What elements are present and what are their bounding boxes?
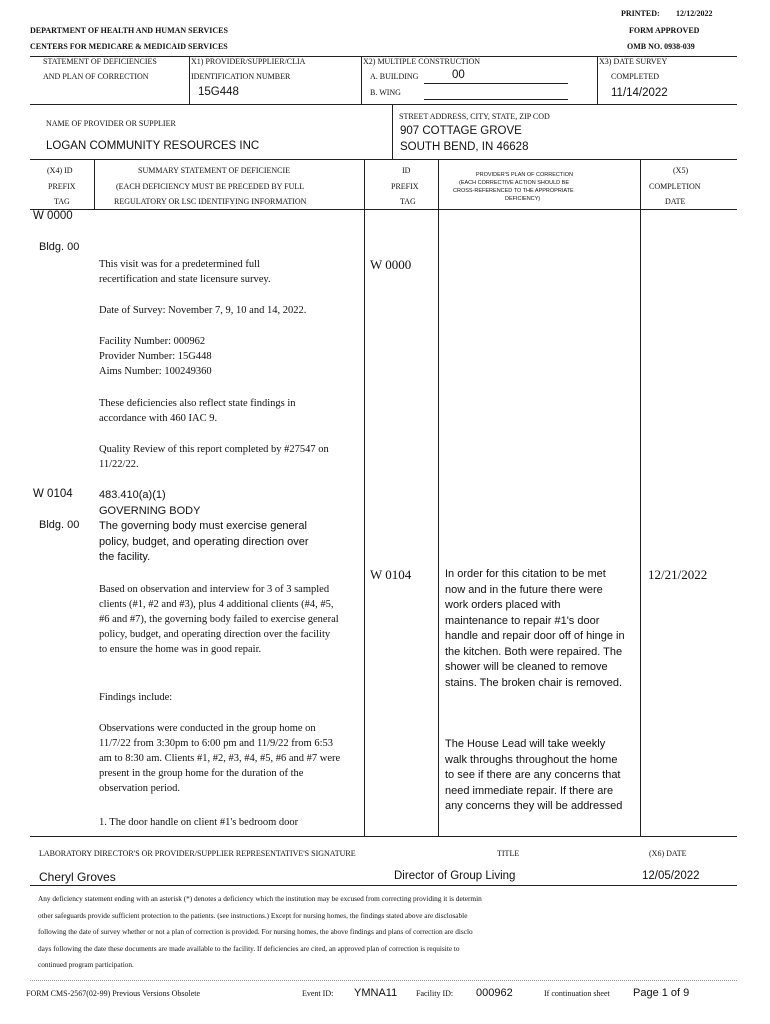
plan-label-4: DEFICIENCY): [505, 196, 541, 202]
body-div-b: [364, 210, 365, 836]
aims-number: Aims Number: 100249360: [99, 366, 212, 377]
x3-label-2: COMPLETED: [611, 72, 659, 81]
finding-p6: Based on observation and interview for 3 of 3 sampled clients (#1, #2 and #3), plus 4 additional clients (#4, #5, #6 and #7), the governing body failed to exercise general policy, budget, and operating direction over the facility to ensure the home was in good repair.: [99, 584, 339, 655]
completion-date: 12/21/2022: [648, 567, 708, 582]
provider-id-value: 15G448: [198, 86, 239, 98]
finding-p9: 1. The door handle on client #1's bedroom door: [99, 817, 299, 828]
x4-label-1: (X4) ID: [47, 166, 73, 175]
address-line-1: 907 COTTAGE GROVE: [400, 125, 522, 137]
id-label-2: PREFIX: [391, 182, 419, 191]
event-id-value: YMNA11: [354, 987, 398, 999]
disclaimer-line-5: continued program participation.: [38, 960, 134, 969]
facility-id-label: Facility ID:: [416, 989, 454, 998]
box1-divider-3: [597, 56, 598, 104]
box1-divider-1: [189, 56, 190, 104]
signer-title: Director of Group Living: [394, 870, 516, 882]
x5-label-1: (X5): [673, 166, 689, 175]
printed-date: 12/12/2022: [676, 9, 713, 18]
column-header-bottom: [30, 209, 737, 210]
x5-label-2: COMPLETION: [649, 182, 701, 191]
facility-number: Facility Number: 000962: [99, 336, 206, 347]
finding-intro: [99, 257, 354, 287]
summary-label-2: (EACH DEFICIENCY MUST BE PRECEDED BY FULL: [116, 182, 305, 191]
finding-p5: Quality Review of this report completed by #27547 on 11/22/22.: [99, 444, 329, 470]
findings-include: Findings include:: [99, 692, 173, 703]
provider-bottom-border: [30, 159, 737, 160]
finding-p2: Date of Survey: November 7, 9, 10 and 14, 2022.: [99, 305, 307, 316]
bldg-label-1: Bldg. 00: [39, 241, 80, 253]
x3-label-1: X3) DATE SURVEY: [599, 57, 668, 66]
survey-date-value: 11/14/2022: [611, 87, 668, 99]
printed-label: PRINTED:: [621, 9, 660, 18]
statement-label-2: AND PLAN OF CORRECTION: [43, 72, 149, 81]
disclaimer-line-2: other safeguards provide sufficient protection to the patients. (see instructions.) Except for nursing homes, the findings stated above are disclosable: [38, 911, 468, 920]
col-div-c: [438, 159, 439, 210]
id-label-3: TAG: [400, 197, 416, 206]
address-line-2: SOUTH BEND, IN 46628: [400, 141, 529, 153]
footer-separator: [30, 980, 737, 981]
disclaimer-line-4: days following the date these documents are made available to the facility. If deficiencies are cited, an approved plan of correction is requisite to: [38, 944, 460, 953]
summary-label-3: REGULATORY OR LSC IDENTIFYING INFORMATION: [114, 197, 307, 206]
provider-name-value: LOGAN COMMUNITY RESOURCES INC: [46, 140, 260, 152]
regulation-title: GOVERNING BODY: [99, 505, 201, 517]
address-label: STREET ADDRESS, CITY, STATE, ZIP COD: [399, 112, 550, 121]
tag-w0104-right: W 0104: [370, 567, 412, 582]
wing-underline: [424, 99, 568, 100]
col-div-a: [94, 159, 95, 210]
provider-divider: [392, 104, 393, 159]
x1-label-1: X1) PROVIDER/SUPPLIER/CLIA: [191, 57, 306, 66]
facility-id-value: 000962: [476, 987, 513, 999]
id-label-1: ID: [402, 166, 411, 175]
body-div-d: [640, 210, 641, 836]
disclaimer-line-1: Any deficiency statement ending with an asterisk (*) denotes a deficiency which the institution may be excused from correcting providing it is determin: [38, 894, 482, 903]
plan-label-2: (EACH CORRECTIVE ACTION SHOULD BE: [459, 180, 570, 186]
title-label: TITLE: [497, 849, 520, 858]
x5-label-3: DATE: [665, 197, 686, 206]
x2-label: X2) MULTIPLE CONSTRUCTION: [363, 57, 481, 66]
form-identifier: FORM CMS-2567(02-99) Previous Versions Obsolete: [26, 989, 201, 998]
event-id-label: Event ID:: [302, 989, 334, 998]
signer-name: Cheryl Groves: [39, 870, 116, 884]
x1-label-2: IDENTIFICATION NUMBER: [191, 72, 291, 81]
regulation-number: 483.410(a)(1): [99, 489, 166, 501]
finding-p4: These deficiencies also reflect state findings in accordance with 460 IAC 9.: [99, 398, 296, 424]
box1-bottom-border: [30, 104, 737, 105]
col-div-b: [364, 159, 365, 210]
plan-label-1: PROVIDER'S PLAN OF CORRECTION: [476, 172, 574, 178]
box1-divider-2: [361, 56, 362, 104]
department-name: DEPARTMENT OF HEALTH AND HUMAN SERVICES: [30, 26, 228, 35]
x4-label-2: PREFIX: [48, 182, 76, 191]
plan-of-correction-1: In order for this citation to be met now and in the future there were work orders placed with maintenance to repair #1's door handle and repair door off of hinge in the kitchen. Both were repaired. The shower will be cleaned to remove stains. The broken chair is removed.: [445, 568, 625, 689]
building-label: A. BUILDING: [370, 72, 419, 81]
form-approved: FORM APPROVED: [629, 26, 700, 35]
omb-number: OMB NO. 0938-039: [627, 42, 695, 51]
body-div-c: [438, 210, 439, 836]
x4-label-3: TAG: [54, 197, 70, 206]
signature-date-label: (X6) DATE: [649, 849, 687, 858]
page-number: Page 1 of 9: [633, 987, 690, 999]
tag-w0104: W 0104: [33, 488, 73, 500]
plan-label-3: CROSS-REFERENCED TO THE APPROPRIATE: [453, 188, 574, 194]
signature-bottom-border: [30, 885, 737, 886]
plan-of-correction-2: The House Lead will take weekly walk throughs throughout the home to see if there are any concerns that need immediate repair. If there are any concerns they will be addressed: [445, 738, 623, 812]
signature-label: LABORATORY DIRECTOR'S OR PROVIDER/SUPPLIER REPRESENTATIVE'S SIGNATURE: [39, 849, 356, 858]
summary-label-1: SUMMARY STATEMENT OF DEFICIENCIE: [138, 166, 291, 175]
wing-label: B. WING: [370, 88, 401, 97]
statement-label-1: STATEMENT OF DEFICIENCIES: [43, 57, 157, 66]
tag-w0000: W 0000: [33, 210, 73, 222]
continuation-label: If continuation sheet: [544, 989, 610, 998]
finding-p1: This visit was for a predetermined full recertification and state licensure survey.: [99, 259, 271, 285]
body-bottom-border: [30, 836, 737, 837]
finding-p8: Observations were conducted in the group home on 11/7/22 from 3:30pm to 6:00 pm and 11/9/22 from 6:53 am to 8:30 am. Clients #1, #2, #3, #4, #5, #6 and #7 were present in the group home for the duration of the observation period.: [99, 723, 341, 794]
provider-number: Provider Number: 15G448: [99, 351, 212, 362]
bldg-label-2: Bldg. 00: [39, 519, 80, 531]
regulation-text: The governing body must exercise general policy, budget, and operating direction over the facility.: [99, 520, 309, 563]
building-underline: [424, 83, 568, 84]
signature-date: 12/05/2022: [642, 870, 700, 882]
tag-w0000-right: W 0000: [370, 257, 412, 272]
provider-name-label: NAME OF PROVIDER OR SUPPLIER: [46, 119, 176, 128]
centers-name: CENTERS FOR MEDICARE & MEDICAID SERVICES: [30, 42, 228, 51]
building-value: 00: [452, 69, 465, 81]
col-div-d: [640, 159, 641, 210]
disclaimer-line-3: following the date of survey whether or not a plan of correction is provided. For nursing homes, the above findings and plans of correction are disclo: [38, 927, 473, 936]
